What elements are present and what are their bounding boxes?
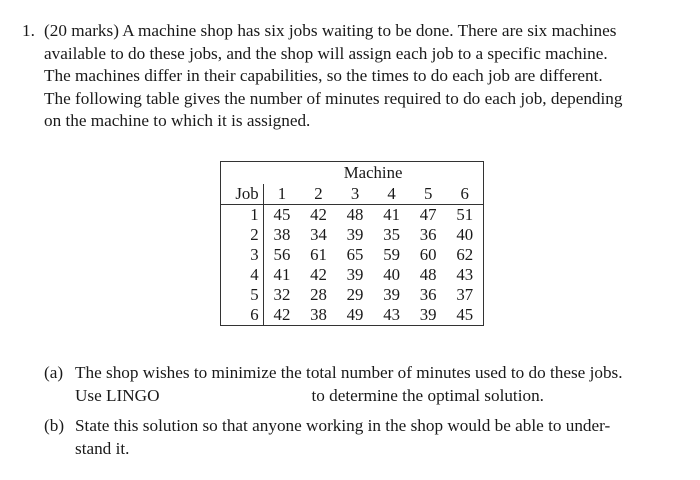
- machine-header: Machine: [263, 162, 483, 185]
- time-cell: 42: [310, 205, 327, 224]
- job-number: 5: [221, 285, 264, 305]
- part-a-label: (a): [44, 363, 64, 382]
- time-cell: 42: [263, 305, 300, 326]
- time-cell: 51: [446, 205, 483, 226]
- time-cell: 38: [300, 305, 337, 326]
- problem-line: on the machine to which it is assigned.: [44, 111, 311, 131]
- time-cell: 41: [383, 205, 400, 224]
- machine-number: 6: [446, 184, 483, 205]
- time-cell: 65: [346, 245, 364, 264]
- time-cell: 38: [273, 225, 291, 244]
- time-cell: 41: [273, 265, 291, 284]
- time-cell: 36: [419, 225, 437, 244]
- part-b-line: stand it.: [75, 438, 130, 458]
- machine-number: 5: [410, 184, 447, 205]
- machine-number: 4: [373, 184, 410, 205]
- job-machine-table: [220, 161, 484, 326]
- time-cell: 36: [419, 285, 437, 304]
- table-row: [221, 305, 484, 326]
- part-b-line: State this solution so that anyone working in the shop would be able to under-: [75, 416, 611, 436]
- table-row: [221, 285, 484, 305]
- table-row: [221, 205, 484, 226]
- machine-number: 2: [300, 184, 337, 205]
- job-number: 3: [221, 245, 264, 265]
- sub-questions: [44, 362, 664, 468]
- part-a-line-end: to determine the optimal solution.: [311, 385, 544, 405]
- part-a: [44, 362, 664, 407]
- job-number: 2: [221, 225, 264, 245]
- job-number: 1: [221, 205, 264, 226]
- time-cell: 49: [337, 305, 374, 326]
- time-cell: 47: [419, 205, 437, 224]
- time-cell: 35: [383, 225, 400, 244]
- table-corner: [221, 162, 264, 185]
- time-cell: 39: [410, 305, 447, 326]
- time-cell: 34: [310, 225, 327, 244]
- time-cell: 40: [383, 265, 400, 284]
- job-number: 4: [221, 265, 264, 285]
- time-cell: 62: [446, 245, 483, 265]
- problem-line: The machines differ in their capabilities, so the times to do each job are different.: [44, 66, 603, 86]
- table-row: [221, 265, 484, 285]
- time-cell: 48: [346, 205, 364, 224]
- time-cell: 60: [419, 245, 437, 264]
- time-cell: 43: [373, 305, 410, 326]
- problem-line: The following table gives the number of minutes required to do each job, depending: [44, 88, 623, 108]
- time-cell: 39: [346, 265, 364, 284]
- problem-line: (20 marks) A machine shop has six jobs waiting to be done. There are six machines: [44, 21, 617, 40]
- time-cell: 39: [346, 225, 364, 244]
- time-cell: 45: [273, 205, 291, 224]
- table-row: [221, 245, 484, 265]
- time-cell: 45: [446, 305, 483, 326]
- part-b-label: (b): [44, 416, 65, 436]
- time-cell: 59: [383, 245, 400, 264]
- job-number: 6: [221, 305, 264, 326]
- machine-number: 1: [263, 184, 300, 205]
- time-cell: 28: [310, 285, 327, 304]
- time-cell: 40: [446, 225, 483, 245]
- time-cell: 39: [383, 285, 400, 304]
- part-b: [44, 415, 664, 460]
- time-cell: 29: [346, 285, 364, 304]
- time-cell: 43: [446, 265, 483, 285]
- part-a-line: [75, 385, 664, 408]
- time-cell: 32: [273, 285, 291, 304]
- time-cell: 56: [273, 245, 291, 264]
- table-row: [221, 225, 484, 245]
- machine-number: 3: [337, 184, 374, 205]
- part-a-line: The shop wishes to minimize the total number of minutes used to do these jobs.: [75, 363, 623, 382]
- time-cell: 48: [419, 265, 437, 284]
- problem-number: 1.: [22, 21, 35, 40]
- job-header: Job: [221, 184, 264, 205]
- problem-line: available to do these jobs, and the shop will assign each job to a specific machine.: [44, 43, 608, 63]
- time-cell: 37: [446, 285, 483, 305]
- time-cell: 42: [310, 265, 327, 284]
- time-cell: 61: [310, 245, 327, 264]
- problem-text: [44, 20, 670, 133]
- problem-statement: [22, 20, 670, 133]
- part-a-line-start: Use LINGO: [75, 385, 160, 405]
